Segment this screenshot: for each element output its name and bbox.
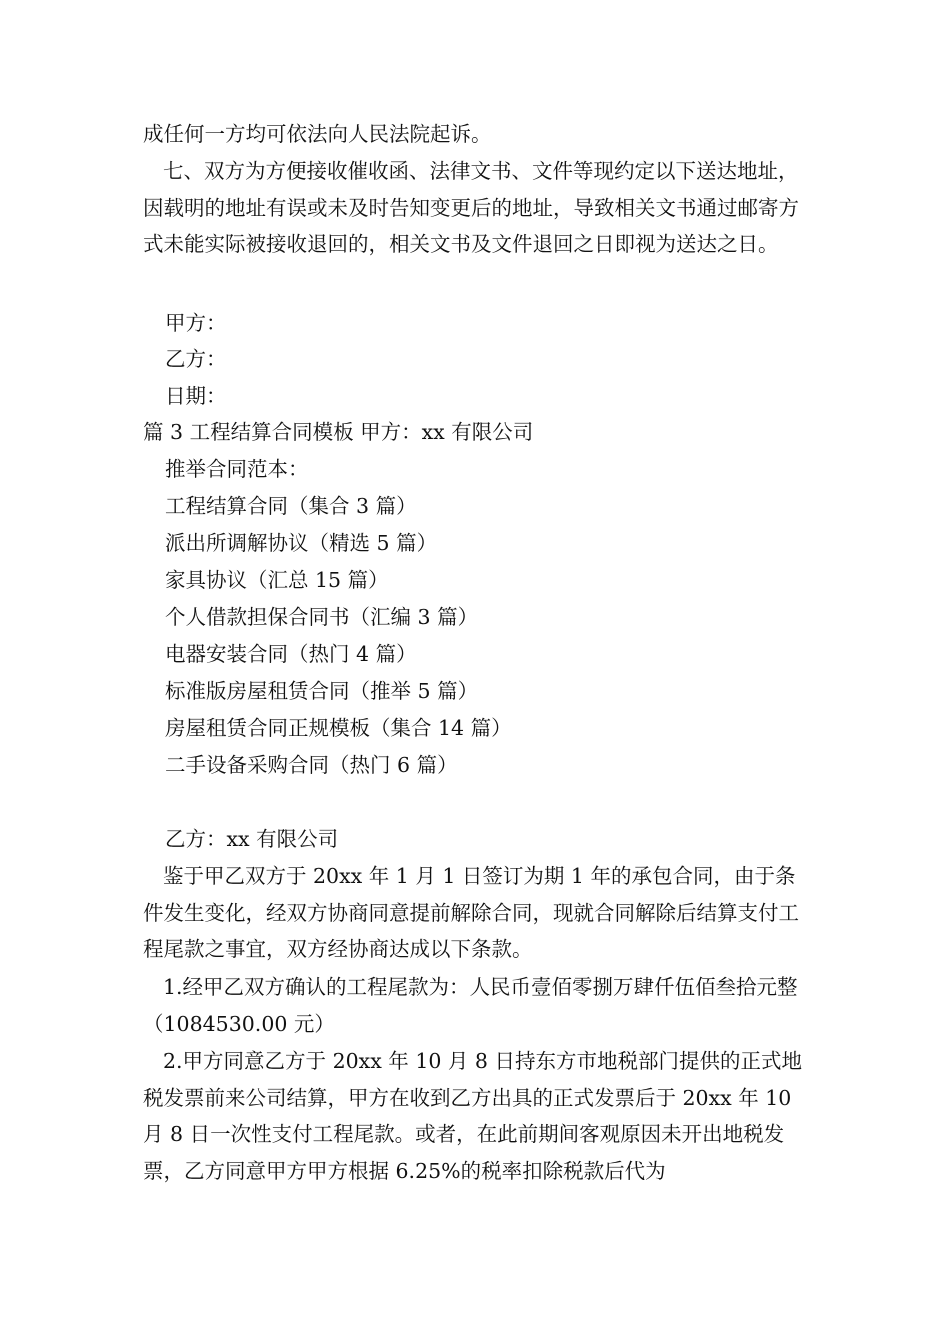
section-heading: 篇 3 工程结算合同模板 甲方：xx 有限公司 <box>143 420 534 444</box>
recommended-item: 电器安装合同（热门 4 篇） <box>165 642 417 666</box>
party-b-line: 乙方：xx 有限公司 <box>165 827 339 851</box>
recommended-item: 标准版房屋租赁合同（推举 5 篇） <box>165 679 479 703</box>
clause-2: 2.甲方同意乙方于 20xx 年 10 月 8 日持东方市地税部门提供的正式地税发票前来公司结算，甲方在收到乙方出具的正式发票后于 20xx 年 10 月 8 日一次性支付工程尾款。或者，在此前期间客观原因未开出地税发票，乙方同意甲方甲方根据 6.25%的税率扣除税款后代为 <box>143 1049 802 1183</box>
recommended-item: 二手设备采购合同（热门 6 篇） <box>165 753 458 777</box>
paragraph-whereas: 鉴于甲乙双方于 20xx 年 1 月 1 日签订为期 1 年的承包合同，由于条件发生变化，经双方协商同意提前解除合同，现就合同解除后结算支付工程尾款之事宜，双方经协商达成以下条款。 <box>143 864 799 961</box>
recommended-item: 家具协议（汇总 15 篇） <box>165 568 389 592</box>
signature-party-a: 甲方： <box>165 311 227 335</box>
recommended-item: 派出所调解协议（精选 5 篇） <box>165 531 438 555</box>
signature-date: 日期： <box>165 384 227 408</box>
paragraph-lawsuit-clause: 成任何一方均可依法向人民法院起诉。 <box>143 122 492 146</box>
recommended-item: 房屋租赁合同正规模板（集合 14 篇） <box>165 716 512 740</box>
recommended-heading: 推举合同范本： <box>165 457 309 481</box>
signature-party-b: 乙方： <box>165 347 227 371</box>
clause-1: 1.经甲乙双方确认的工程尾款为：人民币壹佰零捌万肆仟伍佰叁拾元整（1084530.00 元） <box>143 975 798 1036</box>
recommended-item: 工程结算合同（集合 3 篇） <box>165 494 417 518</box>
recommended-item: 个人借款担保合同书（汇编 3 篇） <box>165 605 479 629</box>
paragraph-service-address-clause: 七、双方为方便接收催收函、法律文书、文件等现约定以下送达地址，因载明的地址有误或未及时告知变更后的地址，导致相关文书通过邮寄方式未能实际被接收退回的，相关文书及文件退回之日即视为送达之日。 <box>143 159 799 256</box>
